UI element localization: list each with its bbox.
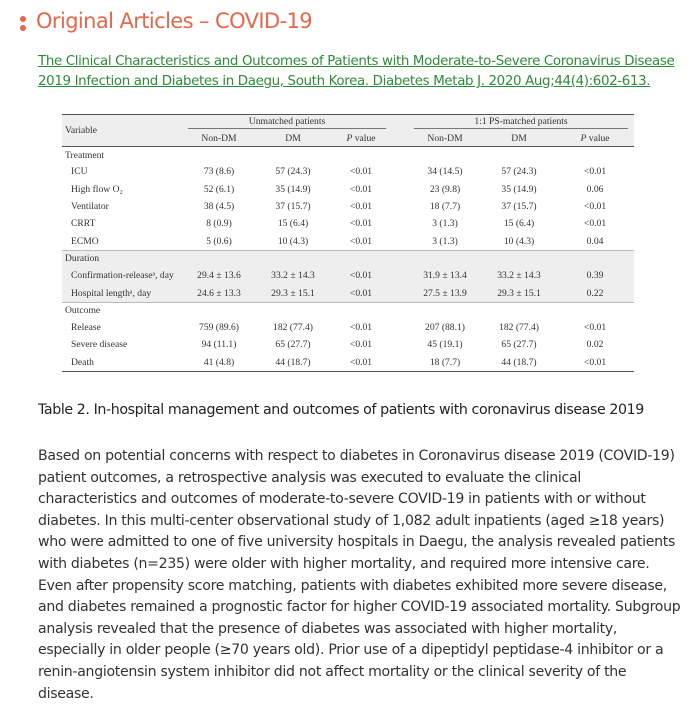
table-cell: 45 (19.1): [427, 339, 463, 351]
table-cell: <0.01: [349, 218, 373, 230]
col-header-pvalue: P value: [556, 130, 634, 147]
table-cell: 0.02: [586, 339, 604, 351]
table-cell: 23 (9.8): [429, 183, 461, 195]
table-row: [62, 319, 634, 336]
table-cell: 10 (4.3): [277, 235, 309, 247]
table-cell: 35 (14.9): [275, 183, 311, 195]
table-section-row: [62, 250, 634, 267]
table-cell: <0.01: [583, 356, 607, 368]
table-cell: 0.04: [586, 235, 604, 247]
row-label: High flow O₂: [71, 183, 123, 195]
table-cell: 10 (4.3): [503, 235, 535, 247]
table-cell: 29.4 ± 13.6: [182, 267, 256, 284]
col-header-pvalue: P value: [330, 130, 392, 147]
table-cell: 27.5 ± 13.9: [408, 284, 482, 302]
table-row: [62, 198, 634, 215]
table-cell: 65 (27.7): [275, 339, 311, 351]
table-cell: <0.01: [349, 183, 373, 195]
article-citation-link[interactable]: The Clinical Characteristics and Outcomes of Patients with Moderate-to-Severe Coronavirus Disease 2019 Infection and Diabetes in Daegu, South Korea. Diabetes Metab J. 2020 Aug;44(4):602-613.: [38, 54, 675, 89]
table-cell: 0.06: [586, 183, 604, 195]
table-cell: 207 (88.1): [425, 321, 465, 333]
table-cell: <0.01: [583, 166, 607, 178]
table-cell: 3 (1.3): [432, 235, 458, 247]
table-cell: <0.01: [330, 284, 392, 302]
matched-group-header: 1:1 PS-matched patients: [408, 115, 634, 131]
table-cell: <0.01: [349, 166, 373, 178]
table-cell: 94 (11.1): [201, 339, 237, 351]
section-label: Outcome: [62, 302, 634, 319]
table-cell: <0.01: [349, 356, 373, 368]
section-label: Treatment: [65, 149, 105, 161]
row-label: ICU: [71, 166, 88, 178]
table-cell: <0.01: [583, 218, 607, 230]
table-cell: 29.3 ± 15.1: [256, 284, 330, 302]
table-row: [62, 354, 634, 372]
row-label: Hospital lengthᵃ, day: [62, 284, 182, 302]
table-cell: 44 (18.7): [275, 356, 311, 368]
table-cell: 182 (77.4): [273, 321, 313, 333]
table-cell: 37 (15.7): [501, 200, 537, 212]
table-cell: 15 (6.4): [277, 218, 309, 230]
table-cell: 5 (0.6): [206, 235, 232, 247]
table-cell: 52 (6.1): [203, 183, 235, 195]
col-header-dm: DM: [256, 130, 330, 147]
col-header-dm: DM: [482, 130, 556, 147]
table-cell: 31.9 ± 13.4: [408, 267, 482, 284]
table-row: [62, 267, 634, 284]
row-label: Ventilator: [71, 200, 109, 212]
abstract-text: Based on potential concerns with respect to diabetes in Coronavirus disease 2019 (COVID-19) patient outcomes, a retrospective analysis was executed to evaluate the clinical characteristics and outcomes of moderate-to-severe COVID-19 in patients with or without diabetes. In this multi-center observational study of 1,082 adult inpatients (aged ≥18 years) who were admitted to one of five university hospitals in Daegu, the analysis revealed patients with diabetes (n=235) were older with higher mortality, and required more intensive care. Even after propensity score matching, patients with diabetes exhibited more severe disease, and diabetes remained a prognostic factor for higher COVID-19 associated mortality. Subgroup analysis revealed that the presence of diabetes was associated with higher mortality, especially in older people (≥70 years old). Prior use of a dipeptidyl peptidase-4 inhibitor or a renin-angiotensin system inhibitor did not affect mortality or the clinical severity of the disease.: [38, 448, 681, 702]
table-row: [62, 163, 634, 180]
variable-header: Variable: [62, 115, 182, 147]
row-label: Death: [71, 356, 94, 368]
table-cell: 18 (7.7): [429, 200, 461, 212]
table-cell: 0.39: [556, 267, 634, 284]
table-section-row: [62, 302, 634, 319]
table-cell: 24.6 ± 13.3: [182, 284, 256, 302]
table-row: [62, 284, 634, 302]
bullet-dots-icon: [18, 8, 30, 34]
table-cell: <0.01: [349, 339, 373, 351]
table-cell: <0.01: [349, 200, 373, 212]
table-cell: <0.01: [330, 267, 392, 284]
results-table: [62, 114, 634, 372]
row-label: Release: [71, 321, 101, 333]
table-cell: 37 (15.7): [275, 200, 311, 212]
table-cell: 33.2 ± 14.3: [482, 267, 556, 284]
table-cell: 29.3 ± 15.1: [482, 284, 556, 302]
table-cell: <0.01: [583, 200, 607, 212]
table-cell: 182 (77.4): [499, 321, 539, 333]
col-header-nondm: Non-DM: [408, 130, 482, 147]
table-section-row: [62, 147, 634, 164]
table-cell: 3 (1.3): [432, 218, 458, 230]
table-caption: Table 2. In-hospital management and outcomes of patients with coronavirus disease 2019: [38, 402, 644, 418]
table-body: [62, 147, 634, 372]
table-row: [62, 336, 634, 353]
row-label: CRRT: [71, 218, 96, 230]
table-cell: 759 (89.6): [199, 321, 239, 333]
table-cell: 15 (6.4): [503, 218, 535, 230]
section-header: [18, 8, 312, 34]
col-header-nondm: Non-DM: [182, 130, 256, 147]
table-cell: 33.2 ± 14.3: [256, 267, 330, 284]
table-cell: 0.22: [556, 284, 634, 302]
table-cell: 65 (27.7): [501, 339, 537, 351]
row-label: Confirmation-releaseᵃ, day: [62, 267, 182, 284]
table-cell: <0.01: [583, 321, 607, 333]
table-cell: 35 (14.9): [501, 183, 537, 195]
section-label: Duration: [62, 250, 634, 267]
table-cell: <0.01: [349, 321, 373, 333]
table-cell: 73 (8.6): [203, 166, 235, 178]
unmatched-group-header: Unmatched patients: [182, 115, 392, 131]
table-row: [62, 233, 634, 251]
table-cell: 44 (18.7): [501, 356, 537, 368]
table-cell: 8 (0.9): [206, 218, 232, 230]
table-cell: 57 (24.3): [501, 166, 537, 178]
table-cell: 18 (7.7): [429, 356, 461, 368]
table-row: [62, 180, 634, 197]
abstract-paragraph: [38, 446, 682, 705]
table-cell: 38 (4.5): [203, 200, 235, 212]
table-cell: 41 (4.8): [203, 356, 235, 368]
section-title: Original Articles – COVID-19: [36, 9, 313, 33]
row-label: Severe disease: [71, 339, 128, 351]
table-cell: 57 (24.3): [275, 166, 311, 178]
table-cell: <0.01: [349, 235, 373, 247]
table-cell: 34 (14.5): [427, 166, 463, 178]
table-row: [62, 215, 634, 232]
row-label: ECMO: [71, 235, 99, 247]
